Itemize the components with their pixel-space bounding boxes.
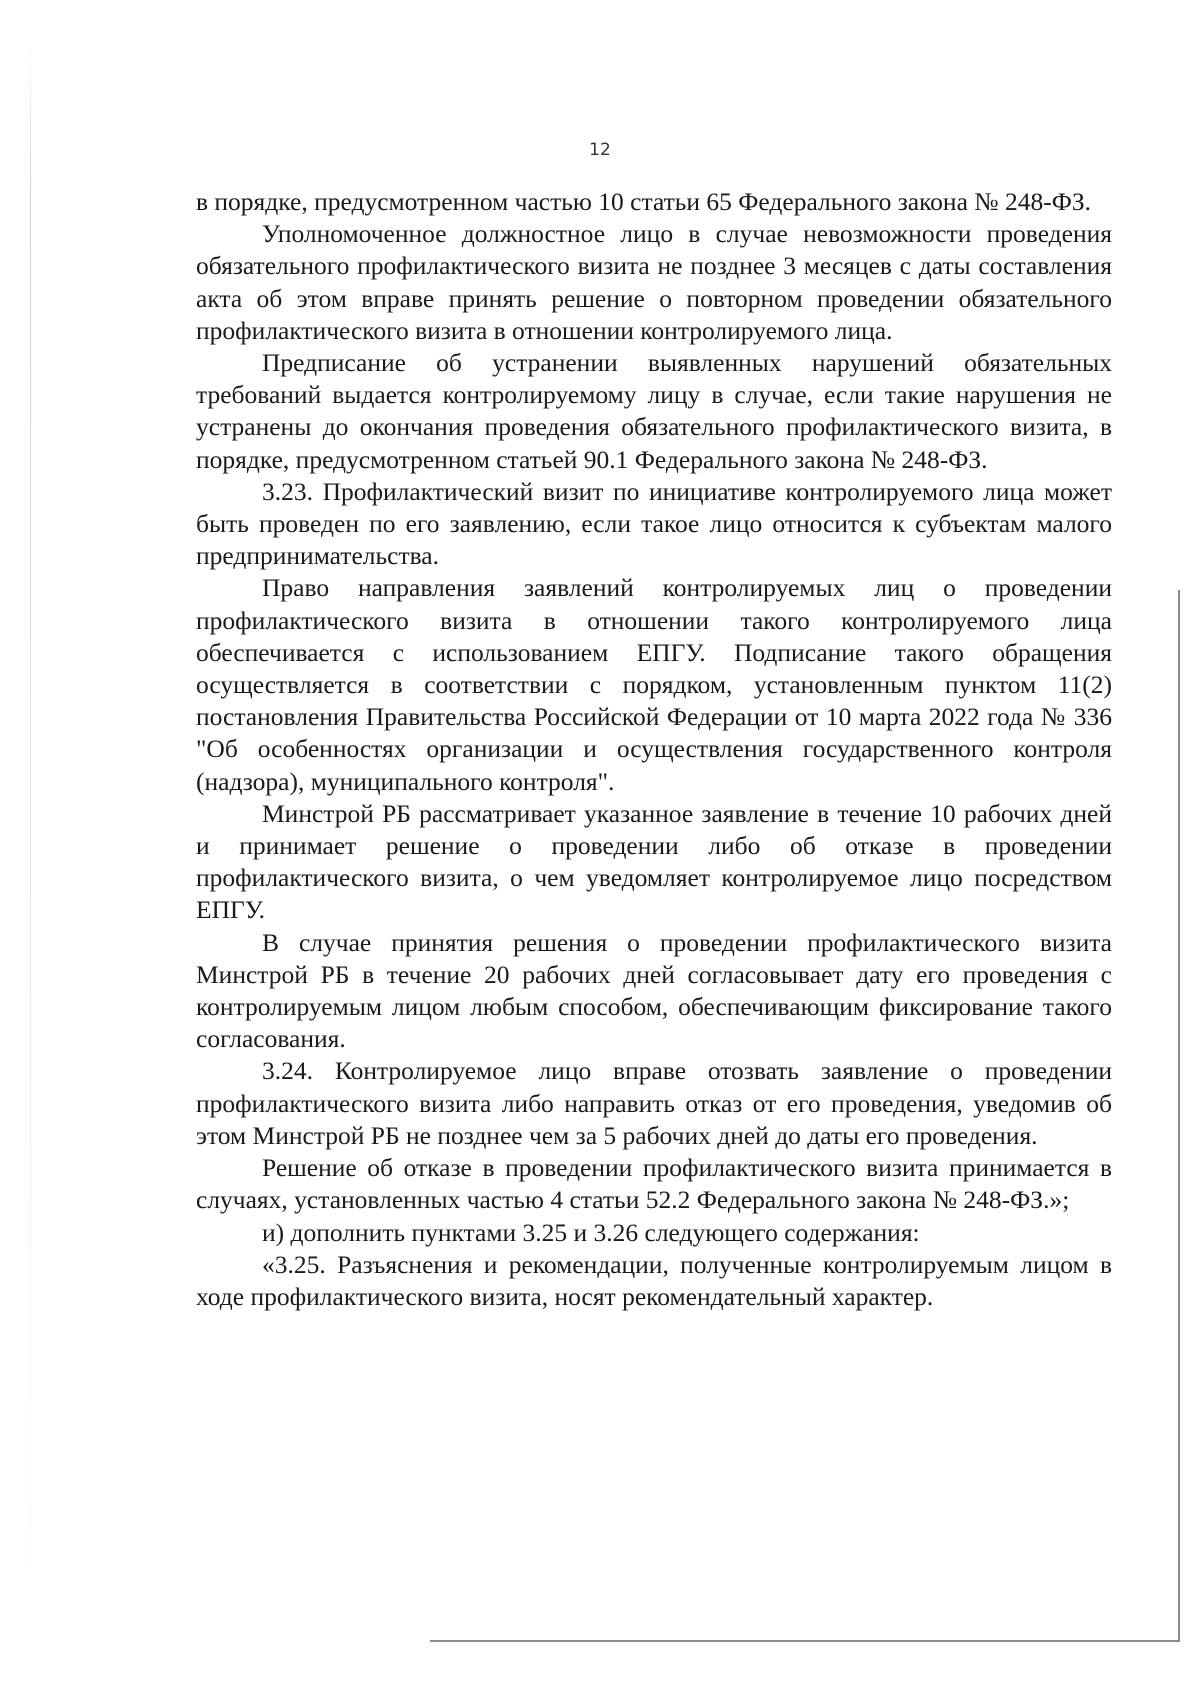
paragraph-3-24: 3.24. Контролируемое лицо вправе отозвать заявление о проведении профилактического визита либо направить отказ от его проведения, уведомив об этом Минстрой РБ не позднее чем за 5 рабочих дней до даты его проведения. [196,1056,1112,1150]
paragraph-3-23: 3.23. Профилактический визит по инициативе контролируемого лица может быть проведен по его заявлению, если такое лицо относится к субъектам малого предпринимательства. [196,476,1112,571]
page-number: 12 [589,140,611,160]
paragraph-repeat-visit: Уполномоченное должностное лицо в случае невозможности проведения обязательного профилактического визита не позднее 3 месяцев с даты составления акта об этом вправе принять решение о повторном проведении обязательного профилактического визита в отношении контролируемого лица. [196,219,1112,345]
paragraph-review: Минстрой РБ рассматривает указанное заявление в течение 10 рабочих дней и принимает решение о проведении либо об отказе в проведении профилактического визита, о чем уведомляет контролируемое лицо посредством ЕПГУ. [196,798,1112,925]
document-body [196,186,1112,1313]
scan-edge-bottom [430,1640,1180,1642]
paragraph-prescription: Предписание об устранении выявленных нарушений обязательных требований выдается контролируемому лицу в случае, если такие нарушения не устранены до окончания проведения обязательного профилактического визита, в порядке, предусмотренном статьей 90.1 Федерального закона № 248-ФЗ. [196,348,1112,474]
paragraph-continuation: в порядке, предусмотренном частью 10 статьи 65 Федерального закона № 248-ФЗ. [196,187,1092,216]
scan-edge-left [30,40,31,1640]
paragraph-application-right: Право направления заявлений контролируемых лиц о проведении профилактического визита в отношении такого контролируемого лица обеспечивается с использованием ЕПГУ. Подписание такого обращения осуществляется в соответствии с порядком, установленным пунктом 11(2) постановления Правительства Российской Федерации от 10 марта 2022 года № 336 "Об особенностях организации и осуществления государственного контроля (надзора), муниципального контроля". [196,573,1112,796]
paragraph-3-25: «3.25. Разъяснения и рекомендации, полученные контролируемым лицом в ходе профилактического визита, носят рекомендательный характер. [196,1249,1112,1311]
paragraph-refusal: Решение об отказе в проведении профилактического визита принимается в случаях, установленных частью 4 статьи 52.2 Федерального закона № 248-ФЗ.»; [196,1153,1112,1215]
paragraph-agreement: В случае принятия решения о проведении профилактического визита Минстрой РБ в течение 20 рабочих дней согласовывает дату его проведения с контролируемым лицом любым способом, обеспечивающим фиксирование такого согласования. [196,927,1112,1054]
scan-edge-right [1178,590,1180,1640]
paragraph-amendment: и) дополнить пунктами 3.25 и 3.26 следующего содержания: [262,1217,920,1247]
